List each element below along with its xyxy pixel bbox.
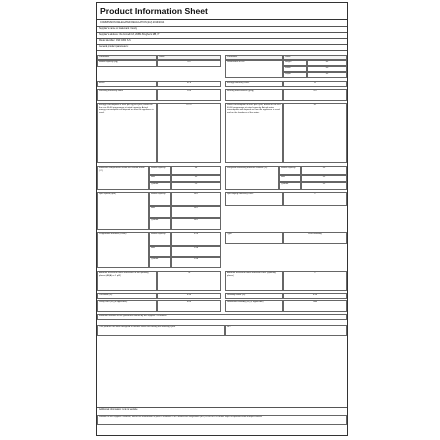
supplier-name-row: Supplier's name or trademark: Candy: [97, 26, 347, 32]
networked-standby-value: N/A: [283, 300, 347, 312]
general-parameters-heading: General product parameters:: [97, 44, 347, 50]
rated-capacity-label: Rated capacity (kg): [97, 60, 157, 67]
spin-half-label: Half: [149, 206, 171, 218]
additional-information: Additional information: Link to website: [97, 407, 348, 413]
moisture-quarter-label: Quarter: [279, 182, 301, 190]
depth-label: Depth: [283, 72, 307, 78]
moisture-half-label: Half: [279, 175, 301, 182]
silver-ions-label: This product has been designed to release silver ions during the washing cycle: [97, 325, 225, 336]
off-mode-value: 0.50: [157, 293, 221, 299]
weblink-row: Weblink to the supplier's website, where the information in point 9 of Annex II to Commission Regulation (EU) 2019/2023 is found: https://corporate.haier-europe.com/en/: [97, 415, 347, 425]
noise-label: Airborne acoustical noise emissions in the spinning phase (dB(A) re 1 pW): [97, 271, 157, 291]
duration-rated-label: Rated capacity: [149, 232, 171, 246]
noise-value: 76: [157, 271, 221, 291]
spin-class-label: Spin-drying efficiency class: [225, 192, 283, 206]
product-information-sheet: [96, 2, 348, 436]
spin-half-value: 861: [171, 206, 221, 218]
spin-quarter-value: 861: [171, 218, 221, 230]
parameter-table: [97, 50, 347, 369]
rinsing-label: Rinsing effectiveness (g/kg): [225, 89, 283, 101]
col-header-value: Value: [157, 55, 221, 60]
spin-rated-label: Rated capacity: [149, 192, 171, 206]
noise-class-value: C: [283, 271, 347, 291]
silver-ions-value: NO: [225, 325, 347, 336]
energy-consumption-value: 0.737: [157, 103, 221, 163]
duration-half-label: Half: [149, 246, 171, 257]
moisture-quarter-value: 53: [301, 182, 347, 190]
spin-speed-label: Spin speed (rpm): [97, 192, 149, 230]
type-value: Free-standing: [283, 232, 347, 244]
height-value: 85: [307, 60, 347, 66]
supplier-address-row: Supplier's address: Via Comelli 18, 20861 Brugherio MB, IT: [97, 32, 347, 38]
model-identifier-row: Model identifier: CSF 1864 S-S: [97, 38, 347, 44]
rated-capacity-value: 6.0: [157, 60, 221, 67]
guarantee-row: Minimum duration of the guarantee offered by the supplier: 24 months: [97, 314, 347, 320]
programme-duration-label: Programme duration (h:min): [97, 232, 149, 268]
regulation-reference: COMMISSION DELEGATED REGULATION (EU) 2019/2014: [100, 21, 165, 24]
washing-index-value: 1.04: [157, 89, 221, 101]
height-label: Height: [283, 60, 307, 66]
page-title: Product Information Sheet: [97, 3, 347, 20]
duration-half-value: 2:58: [171, 246, 221, 257]
duration-quarter-value: 2:58: [171, 257, 221, 268]
eei-label: EEIW: [97, 81, 157, 87]
delay-start-value: 4.00: [157, 300, 221, 312]
spin-rated-value: 861: [171, 192, 221, 206]
moisture-rated-label: Rated capacity: [279, 166, 301, 175]
max-temperature-label: Maximum temperature inside the treated textile (°C): [97, 166, 149, 190]
max-temp-rated-label: Rated capacity: [149, 166, 171, 175]
eei-value: 51.0: [157, 81, 221, 87]
energy-consumption-label: Energy consumption in kWh per kg per cycle, based on the eco 40-60 programme at rated capacity. Actual energy consumption will depend on how the appliance is used.: [97, 103, 157, 163]
washing-index-label: Washing efficiency index: [97, 89, 157, 101]
noise-class-label: Airborne acoustical noise emission class (spinning phase): [225, 271, 283, 291]
standby-label: Standby mode (W): [225, 293, 283, 299]
water-consumption-value: 41: [283, 103, 347, 163]
rinsing-value: 4.9: [283, 89, 347, 101]
max-temp-half-label: Half: [149, 175, 171, 182]
remaining-moisture-label: Weighted remaining moisture content (%): [225, 166, 279, 190]
networked-standby-label: Networked standby (W) (if applicable): [225, 300, 283, 312]
energy-class-label: Energy efficiency class: [225, 81, 283, 87]
standby-value: 0.50: [283, 293, 347, 299]
moisture-rated-value: 53: [301, 166, 347, 175]
delay-start-label: Delay start (W) (if applicable): [97, 300, 157, 312]
col-header-parameter-2: Parameter: [225, 55, 283, 60]
off-mode-label: Off-mode (W): [97, 293, 157, 299]
max-temp-half-value: 35: [171, 175, 221, 182]
width-value: 60: [307, 66, 347, 72]
col-header-parameter: Parameter: [97, 55, 157, 60]
depth-value: 43: [307, 72, 347, 78]
moisture-half-value: 53: [301, 175, 347, 182]
max-temp-rated-value: 38: [171, 166, 221, 175]
type-label: Type: [225, 232, 283, 244]
dimensions-label: Dimensions in cm: [225, 60, 283, 78]
water-consumption-label: Water consumption in litres per cycle, based on the eco 40-60 programme at rated capacity. Actual water consumption will depend on how the appliance is used and on the hardness of the water.: [225, 103, 283, 163]
duration-rated-value: 3:29: [171, 232, 221, 246]
col-header-value-2: Value: [283, 55, 347, 60]
max-temp-quarter-label: Quarter: [149, 182, 171, 190]
spin-quarter-label: Quarter: [149, 218, 171, 230]
max-temp-quarter-value: 25: [171, 182, 221, 190]
spin-class-value: C: [283, 192, 347, 206]
duration-quarter-label: Quarter: [149, 257, 171, 268]
width-label: Width: [283, 66, 307, 72]
energy-class-value: B: [283, 81, 347, 87]
